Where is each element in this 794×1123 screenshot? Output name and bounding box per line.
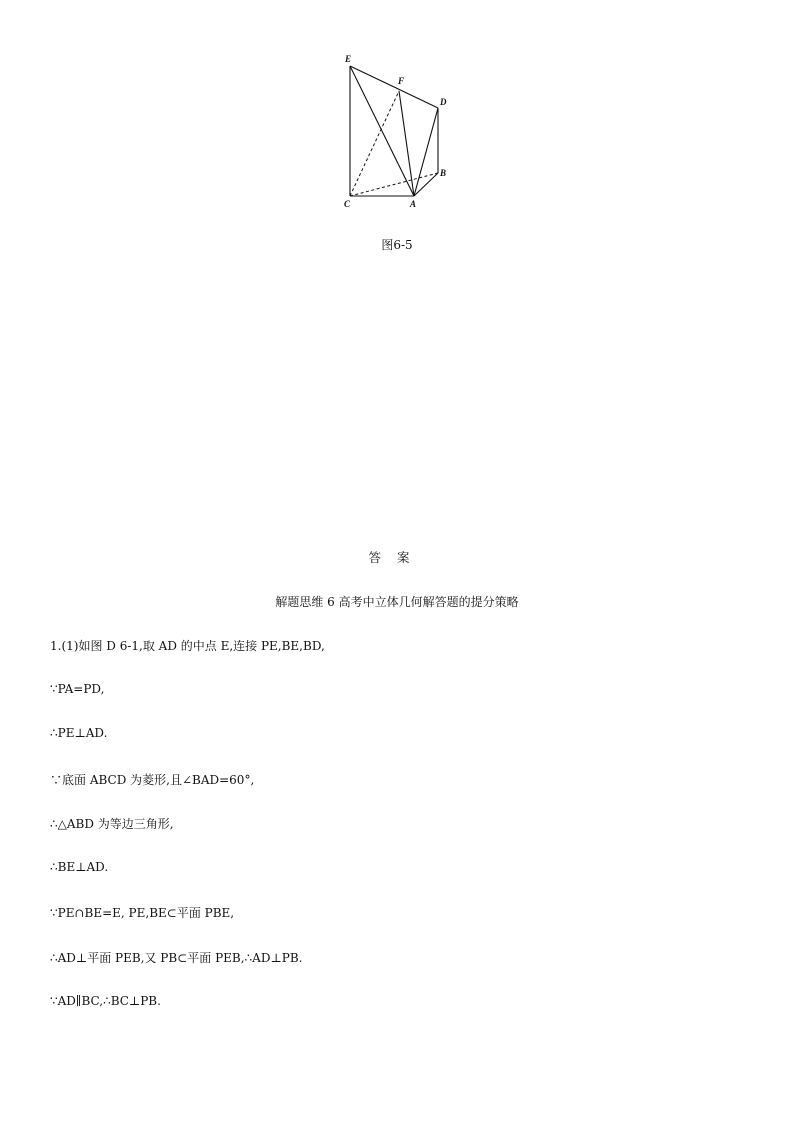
solution-line: ∴AD⊥平面 PEB,又 PB⊂平面 PEB,∴AD⊥PB. (50, 951, 303, 965)
section-title: 解题思维 6 高考中立体几何解答题的提分策略 (275, 595, 519, 609)
answer-heading: 答案 (368, 550, 426, 565)
solution-line: ∴PE⊥AD. (50, 726, 108, 740)
point-label-E: E (345, 54, 352, 64)
point-label-A: A (410, 199, 417, 209)
edge-CB-hidden (350, 173, 438, 196)
point-label-C: C (344, 199, 351, 209)
solution-line: ∴△ABD 为等边三角形, (50, 817, 174, 831)
solid-diagram (330, 48, 465, 216)
solution-line: ∵AD∥BC,∴BC⊥PB. (50, 994, 161, 1008)
edge-CF-hidden (350, 91, 399, 196)
solution-line: ∵PA=PD, (50, 682, 105, 696)
solution-line: ∵PE∩BE=E, PE,BE⊂平面 PBE, (50, 906, 235, 920)
point-label-D: D (440, 97, 447, 107)
point-label-F: F (398, 76, 405, 86)
point-label-B: B (440, 168, 447, 178)
solution-line: ∵底面 ABCD 为菱形,且∠BAD=60°, (50, 773, 255, 787)
edge-DA (414, 108, 438, 196)
geometry-figure (330, 48, 465, 216)
solution-line: 1.(1)如图 D 6-1,取 AD 的中点 E,连接 PE,BE,BD, (50, 639, 325, 653)
solution-line: ∴BE⊥AD. (50, 860, 109, 874)
edge-ED (350, 66, 438, 108)
figure-caption: 图6-5 (381, 238, 413, 252)
